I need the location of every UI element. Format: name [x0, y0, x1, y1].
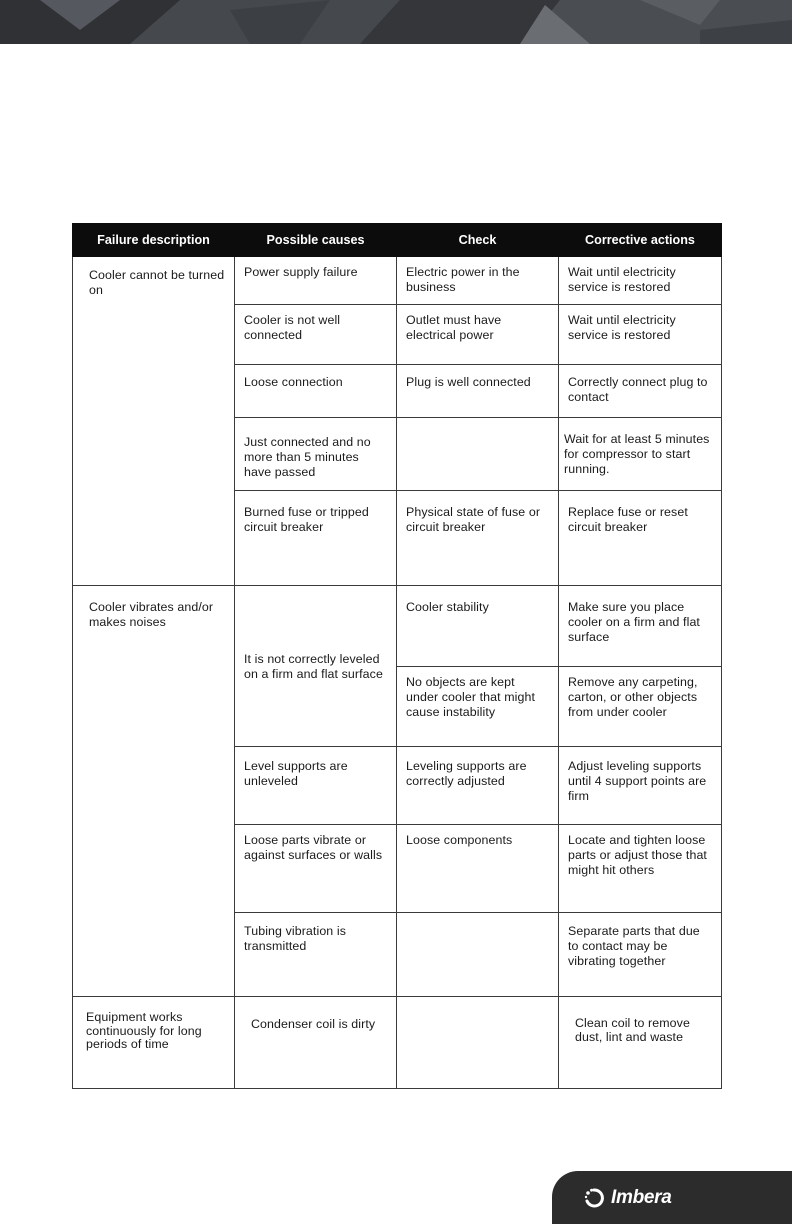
action-cell: Replace fuse or reset circuit breaker	[559, 491, 722, 586]
action-cell: Separate parts that due to contact may be vibrating together	[559, 913, 722, 997]
cause-cell: Power supply failure	[235, 257, 397, 305]
check-cell	[397, 997, 559, 1089]
header-failure-description: Failure description	[73, 224, 235, 257]
action-cell: Wait for at least 5 minutes for compressor to start running.	[559, 418, 722, 491]
table-row	[73, 997, 722, 1089]
cause-cell: Loose connection	[235, 365, 397, 418]
check-cell	[397, 418, 559, 491]
header-polygon-pattern	[0, 0, 792, 44]
check-cell: Outlet must have electrical power	[397, 305, 559, 365]
brand-name: Imbera	[611, 1187, 672, 1208]
action-cell: Remove any carpeting, carton, or other objects from under cooler	[559, 667, 722, 747]
action-cell: Wait until electricity service is restored	[559, 305, 722, 365]
action-cell: Clean coil to remove dust, lint and waste	[559, 997, 722, 1089]
action-cell: Locate and tighten loose parts or adjust those that might hit others	[559, 825, 722, 913]
cause-cell: Burned fuse or tripped circuit breaker	[235, 491, 397, 586]
table-row	[73, 586, 722, 667]
cause-cell: It is not correctly leveled on a firm and flat surface	[235, 586, 397, 747]
cause-cell: Level supports are unleveled	[235, 747, 397, 825]
failure-cell: Cooler vibrates and/or makes noises	[73, 586, 235, 997]
check-cell	[397, 913, 559, 997]
check-cell: Cooler stability	[397, 586, 559, 667]
failure-cell: Cooler cannot be turned on	[73, 257, 235, 586]
header-possible-causes: Possible causes	[235, 224, 397, 257]
check-cell: Loose components	[397, 825, 559, 913]
check-cell: Plug is well connected	[397, 365, 559, 418]
action-cell: Adjust leveling supports until 4 support points are firm	[559, 747, 722, 825]
troubleshooting-table	[72, 223, 722, 1089]
action-cell: Wait until electricity service is restored	[559, 257, 722, 305]
cause-cell: Loose parts vibrate or against surfaces or walls	[235, 825, 397, 913]
cause-cell: Cooler is not well connected	[235, 305, 397, 365]
table-row	[73, 257, 722, 305]
action-cell: Make sure you place cooler on a firm and flat surface	[559, 586, 722, 667]
header-decorative-band	[0, 0, 792, 44]
action-cell: Correctly connect plug to contact	[559, 365, 722, 418]
check-cell: No objects are kept under cooler that might cause instability	[397, 667, 559, 747]
check-cell: Electric power in the business	[397, 257, 559, 305]
cause-cell: Just connected and no more than 5 minutes have passed	[235, 418, 397, 491]
imbera-swirl-icon	[583, 1187, 605, 1209]
cause-cell: Condenser coil is dirty	[235, 997, 397, 1089]
failure-cell: Equipment works continuously for long periods of time	[73, 997, 235, 1089]
imbera-logo	[583, 1184, 672, 1212]
check-cell: Leveling supports are correctly adjusted	[397, 747, 559, 825]
cause-cell: Tubing vibration is transmitted	[235, 913, 397, 997]
header-corrective-actions: Corrective actions	[559, 224, 722, 257]
check-cell: Physical state of fuse or circuit breaker	[397, 491, 559, 586]
table-header-row	[73, 224, 722, 257]
header-check: Check	[397, 224, 559, 257]
